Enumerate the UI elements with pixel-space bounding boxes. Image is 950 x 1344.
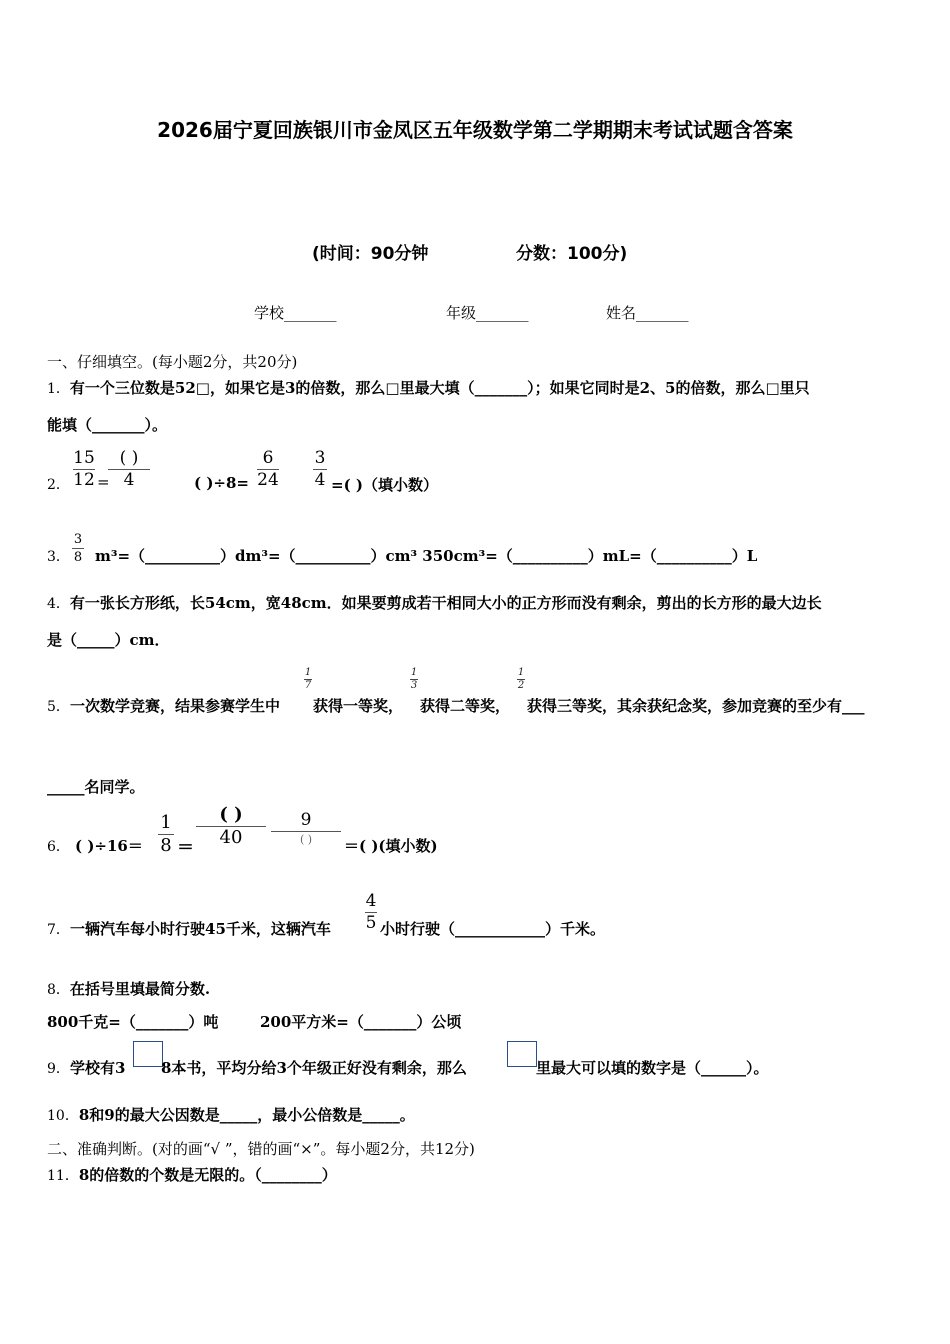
fraction: 6 24 xyxy=(257,448,279,490)
section-heading: 二、准确判断。(对的画“√ ”，错的画“×”。每小题2分，共12分) xyxy=(47,1140,475,1158)
page-title: 2026届宁夏回族银川市金凤区五年级数学第二学期期末考试试题含答案 xyxy=(157,118,793,142)
fraction: 1 7 xyxy=(304,667,312,691)
fraction: 1 3 xyxy=(410,667,418,691)
fraction: 1 8 xyxy=(158,814,174,855)
question-number: 10． xyxy=(47,1108,79,1124)
fraction: 3 8 xyxy=(73,532,83,565)
equals-sign: = xyxy=(97,473,110,491)
question-number: 3． xyxy=(47,549,70,565)
question-text: 有一张长方形纸，长54cm，宽48cm．如果要剪成若干相同大小的正方形而没有剩余，剪出的长方形的最大边长 xyxy=(69,594,822,612)
school-field: 学校_______ xyxy=(254,304,337,322)
fraction: ( ) 40 xyxy=(196,806,266,847)
question-4 xyxy=(47,592,822,613)
question-text: 获得一等奖， xyxy=(313,697,404,715)
question-text: 一辆汽车每小时行驶45千米，这辆汽车 xyxy=(70,920,331,938)
fraction: 3 4 xyxy=(314,448,326,490)
equals-sign: ＝ xyxy=(177,838,194,858)
name-field: 姓名_______ xyxy=(606,304,689,322)
question-text: 小时行驶（____________）千米。 xyxy=(380,920,606,938)
question-text: 学校有3 xyxy=(70,1059,126,1077)
question-number: 7． xyxy=(47,922,70,938)
question-8 xyxy=(47,978,210,999)
question-number: 9． xyxy=(47,1061,70,1077)
question-text: 一次数学竞赛，结果参赛学生中 xyxy=(70,697,281,715)
question-text: ( )÷16＝ xyxy=(75,837,143,855)
question-number: 11． xyxy=(47,1168,79,1184)
question-4-line2: 是（_____）cm． xyxy=(47,631,170,649)
question-text: 获得二等奖， xyxy=(420,697,511,715)
question-text: 800千克=（_______）吨 xyxy=(47,1013,219,1031)
question-text: 8本书，平均分给3个年级正好没有剩余，那么 xyxy=(161,1059,467,1077)
blank-box[interactable] xyxy=(133,1041,163,1067)
question-number: 2． xyxy=(47,477,70,493)
question-text: 在括号里填最简分数. xyxy=(69,980,211,998)
section-heading: 一、仔细填空。(每小题2分，共20分) xyxy=(47,353,298,371)
exam-score: 分数：100分) xyxy=(516,244,628,264)
question-text: ＝( )(填小数) xyxy=(344,837,438,855)
question-text: 200平方米=（_______）公顷 xyxy=(260,1013,462,1031)
question-5-line2: _____名同学。 xyxy=(47,778,145,796)
fraction: ( ) 4 xyxy=(108,450,150,489)
question-number: 6． xyxy=(47,839,70,855)
question-1 xyxy=(47,377,810,398)
question-text: 8和9的最大公因数是_____，最小公倍数是_____。 xyxy=(78,1106,415,1124)
blank-box[interactable] xyxy=(507,1041,537,1067)
question-text: m³=（__________）dm³=（__________）cm³ 350cm³=（__________）mL=（__________）L xyxy=(95,547,758,565)
fraction: 15 12 xyxy=(73,448,95,490)
question-text: =( )（填小数） xyxy=(331,476,438,494)
grade-field: 年级_______ xyxy=(446,304,529,322)
question-number: 4． xyxy=(47,596,70,612)
fraction: 9 ( ) xyxy=(271,812,341,845)
question-text: 8的倍数的个数是无限的。（________） xyxy=(78,1166,337,1184)
question-10 xyxy=(47,1104,415,1125)
question-text: 里最大可以填的数字是（______）。 xyxy=(536,1059,769,1077)
question-number: 1． xyxy=(47,381,70,397)
question-number: 5． xyxy=(47,699,70,715)
exam-time: (时间：90分钟 xyxy=(312,244,429,264)
question-number: 8． xyxy=(47,982,70,998)
question-11 xyxy=(47,1164,337,1185)
question-text: ( )÷8= xyxy=(194,474,249,492)
question-text: 获得三等奖，其余获纪念奖，参加竞赛的至少有___ xyxy=(527,697,865,715)
question-1-line2: 能填（_______）。 xyxy=(47,416,168,434)
question-text: 有一个三位数是52□，如果它是3的倍数，那么□里最大填（_______）；如果它同时是2、5的倍数，那么□里只 xyxy=(69,379,810,397)
fraction: 4 5 xyxy=(365,891,377,933)
fraction: 1 2 xyxy=(517,667,525,691)
